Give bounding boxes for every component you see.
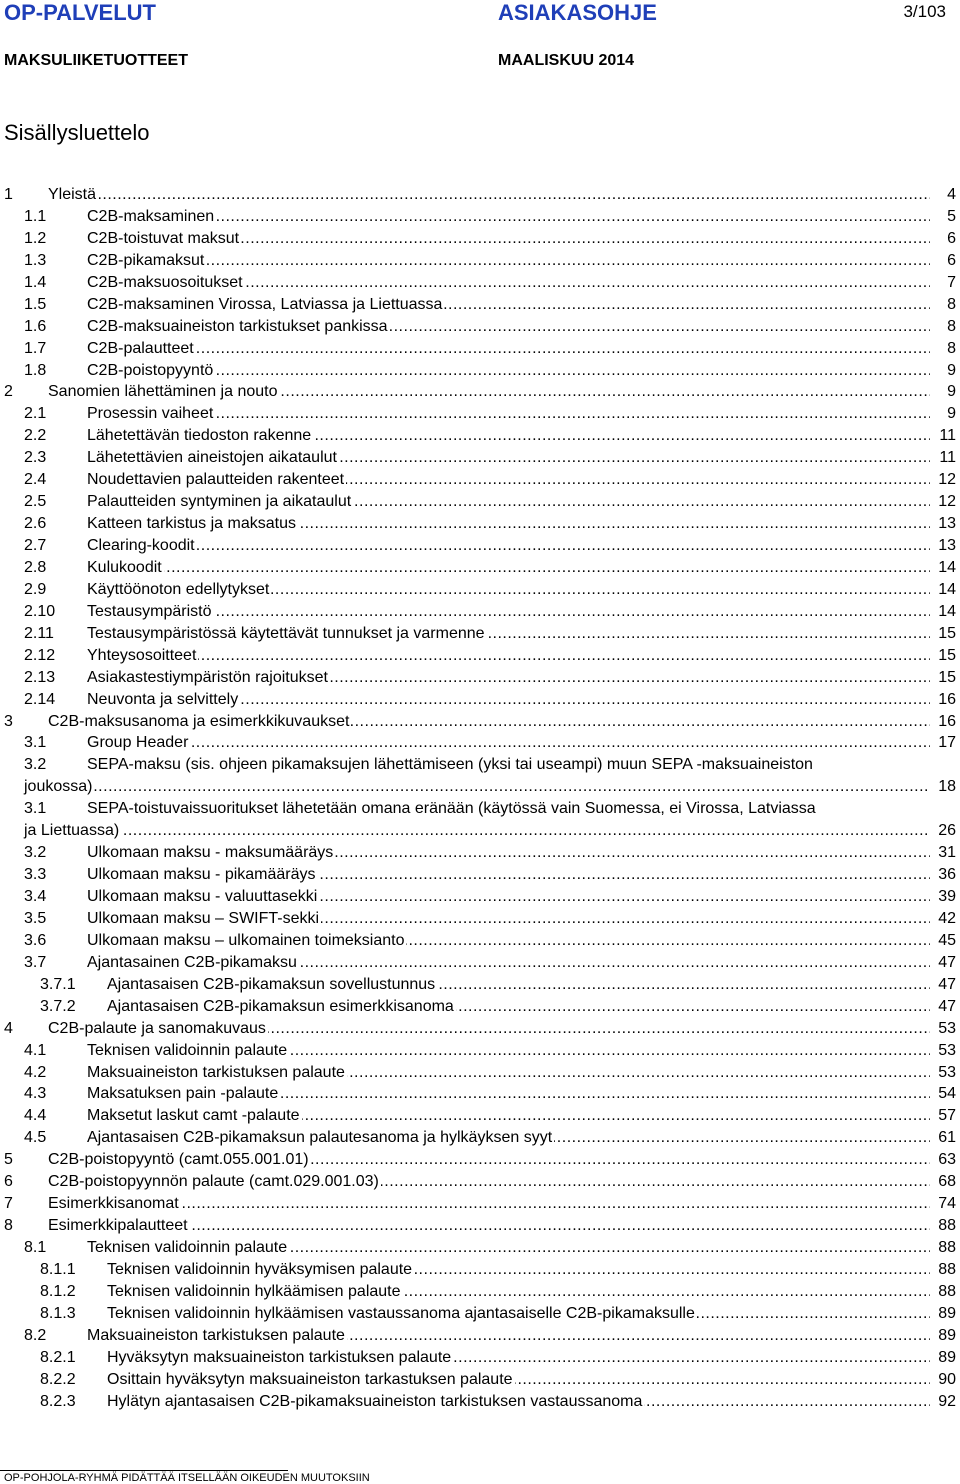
toc-entry-page: 54 bbox=[936, 1083, 956, 1105]
toc-entry-page: 17 bbox=[936, 732, 956, 754]
toc-entry-page: 8 bbox=[945, 316, 956, 338]
toc-entry[interactable] bbox=[0, 338, 960, 360]
toc-entry-page: 68 bbox=[936, 1171, 956, 1193]
toc-entry[interactable] bbox=[0, 974, 960, 996]
toc-entry[interactable] bbox=[0, 360, 960, 382]
toc-entry[interactable] bbox=[0, 1127, 960, 1149]
toc-entry-title: Maksetut laskut camt -palaute bbox=[87, 1105, 302, 1127]
toc-entry-title: Ulkomaan maksu - pikamääräys bbox=[87, 864, 318, 886]
toc-entry[interactable] bbox=[0, 996, 960, 1018]
toc-entry-page: 8 bbox=[945, 338, 956, 360]
toc-entry[interactable] bbox=[0, 491, 960, 513]
toc-leader-dots bbox=[87, 338, 930, 360]
toc-entry-title: Katteen tarkistus ja maksatus bbox=[87, 513, 298, 535]
toc-entry-page: 14 bbox=[936, 579, 956, 601]
toc-entry-number: 3.7.1 bbox=[40, 975, 76, 993]
toc-entry-page: 6 bbox=[945, 228, 956, 250]
header-left-subtitle: MAKSULIIKETUOTTEET bbox=[4, 52, 188, 69]
toc-entry[interactable] bbox=[0, 754, 960, 776]
toc-entry-title: Maksatuksen pain -palaute bbox=[87, 1083, 280, 1105]
toc-entry-page: 18 bbox=[936, 776, 956, 798]
toc-entry-title: C2B-pikamaksut bbox=[87, 250, 206, 272]
toc-entry[interactable] bbox=[0, 228, 960, 250]
toc-entry-page: 14 bbox=[936, 601, 956, 623]
toc-entry[interactable] bbox=[0, 1369, 960, 1391]
toc-entry[interactable] bbox=[0, 403, 960, 425]
toc-entry[interactable] bbox=[0, 294, 960, 316]
toc-entry-number: 1.3 bbox=[24, 251, 47, 269]
toc-entry-title: Lähetettävän tiedoston rakenne bbox=[87, 425, 313, 447]
toc-entry-number: 2.13 bbox=[24, 668, 56, 686]
toc-entry-title: Teknisen validoinnin hylkäämisen vastaussanoma ajantasaiselle C2B-pikamaksulle bbox=[107, 1303, 697, 1325]
toc-entry-number: 2.5 bbox=[24, 493, 47, 511]
toc-entry-number: 6 bbox=[4, 1173, 13, 1191]
toc-entry-title: Noudettavien palautteiden rakenteet bbox=[87, 469, 346, 491]
toc-entry-page: 90 bbox=[936, 1369, 956, 1391]
toc-leader-dots bbox=[87, 557, 930, 579]
toc-entry-page: 9 bbox=[945, 360, 956, 382]
toc-entry-title: C2B-poistopyyntö (camt.055.001.01) bbox=[48, 1149, 311, 1171]
toc-entry-title: C2B-maksaminen bbox=[87, 206, 216, 228]
toc-entry-page: 15 bbox=[936, 645, 956, 667]
toc-entry-title: Teknisen validoinnin hyväksymisen palaute bbox=[107, 1259, 414, 1281]
toc-entry-number: 3.2 bbox=[24, 756, 47, 774]
toc-entry[interactable] bbox=[0, 864, 960, 886]
toc-entry[interactable] bbox=[0, 316, 960, 338]
toc-entry-title: Testausympäristössä käytettävät tunnukset ja varmenne bbox=[87, 623, 487, 645]
toc-entry-title: Ajantasaisen C2B-pikamaksun esimerkkisanoma bbox=[107, 996, 456, 1018]
toc-entry-number: 2.14 bbox=[24, 690, 56, 708]
toc-entry-title: Teknisen validoinnin palaute bbox=[87, 1040, 289, 1062]
toc-entry-number: 4.1 bbox=[24, 1041, 47, 1059]
toc-entry-title: C2B-maksuosoitukset bbox=[87, 272, 245, 294]
toc-leader-dots bbox=[87, 732, 930, 754]
toc-entry-page: 16 bbox=[936, 711, 956, 733]
toc-entry-title: C2B-maksuaineiston tarkistukset pankissa bbox=[87, 316, 390, 338]
toc-entry-title: Hylätyn ajantasaisen C2B-pikamaksuaineiston tarkistuksen vastaussanoma bbox=[107, 1391, 644, 1413]
toc-entry-number: 5 bbox=[4, 1151, 13, 1169]
toc-entry-title: Ulkomaan maksu - valuuttasekki bbox=[87, 886, 319, 908]
toc-entry-number: 2.11 bbox=[24, 624, 54, 642]
toc-entry-number: 1.2 bbox=[24, 229, 47, 247]
toc-title: Sisällysluettelo bbox=[4, 120, 150, 145]
toc-entry[interactable] bbox=[0, 557, 960, 579]
toc-entry-number: 4.5 bbox=[24, 1129, 47, 1147]
toc-entry-number: 3.4 bbox=[24, 888, 47, 905]
toc-entry[interactable] bbox=[0, 1303, 960, 1325]
toc-entry-page: 89 bbox=[936, 1325, 956, 1347]
footer-text: OP-POHJOLA-RYHMÄ PIDÄTTÄÄ ITSELLÄÄN OIKEUDEN MUUTOKSIIN bbox=[4, 1472, 370, 1484]
toc-entry[interactable] bbox=[0, 1281, 960, 1303]
toc-entry-page: 9 bbox=[945, 403, 956, 425]
toc-entry[interactable] bbox=[0, 469, 960, 491]
toc-entry-title: Testausympäristö bbox=[87, 601, 214, 623]
toc-entry-title: Osittain hyväksytyn maksuaineiston tarkastuksen palaute bbox=[107, 1369, 515, 1391]
toc-entry-page: 89 bbox=[936, 1347, 956, 1369]
toc-entry-number: 3.1 bbox=[24, 800, 47, 818]
toc-entry-number: 2.12 bbox=[24, 646, 56, 664]
header-center-date: MAALISKUU 2014 bbox=[498, 52, 635, 69]
toc-entry-page: 45 bbox=[936, 930, 956, 952]
toc-entry[interactable] bbox=[0, 1040, 960, 1062]
toc-entry[interactable] bbox=[0, 250, 960, 272]
toc-entry-page: 92 bbox=[936, 1391, 956, 1413]
toc-entry-number: 2.9 bbox=[24, 580, 47, 598]
toc-entry-title: Prosessin vaiheet bbox=[87, 403, 215, 425]
toc-entry[interactable] bbox=[0, 535, 960, 557]
toc-entry[interactable] bbox=[0, 1171, 960, 1193]
toc-entry-page: 26 bbox=[936, 820, 956, 842]
toc-entry-number: 3.7 bbox=[24, 953, 47, 971]
toc-entry-page: 88 bbox=[936, 1281, 956, 1303]
toc-entry-number: 8.2.3 bbox=[40, 1392, 76, 1410]
toc-entry-number: 3.2 bbox=[24, 844, 47, 862]
toc-leader-dots bbox=[24, 776, 930, 798]
toc-entry-title: Lähetettävien aineistojen aikataulut bbox=[87, 447, 339, 469]
toc-entry[interactable] bbox=[0, 1193, 960, 1215]
toc-entry-title: Maksuaineiston tarkistuksen palaute bbox=[87, 1062, 347, 1084]
toc-entry-title: Asiakastestiympäristön rajoitukset bbox=[87, 667, 330, 689]
toc-entry-page: 53 bbox=[936, 1040, 956, 1062]
header-center-title: ASIAKASOHJE bbox=[498, 0, 657, 25]
toc-entry[interactable] bbox=[0, 579, 960, 601]
toc-entry-title: C2B-poistopyyntö bbox=[87, 360, 215, 382]
toc-entry-number: 1.1 bbox=[24, 207, 47, 225]
toc-entry[interactable] bbox=[0, 842, 960, 864]
toc-entry-page: 12 bbox=[936, 491, 956, 513]
toc-entry[interactable] bbox=[0, 1259, 960, 1281]
toc-entry-number: 1.5 bbox=[24, 295, 47, 313]
toc-entry-page: 11 bbox=[937, 447, 956, 469]
toc-entry-number: 3.3 bbox=[24, 866, 47, 884]
toc-entry-page: 15 bbox=[936, 623, 956, 645]
toc-entry[interactable] bbox=[0, 425, 960, 447]
toc-entry[interactable] bbox=[0, 1105, 960, 1127]
toc-entry[interactable] bbox=[0, 732, 960, 754]
toc-entry[interactable] bbox=[0, 1391, 960, 1413]
footer-divider bbox=[0, 1470, 288, 1471]
toc-leader-dots bbox=[87, 645, 930, 667]
toc-entry-number: 4 bbox=[4, 1019, 13, 1037]
toc-entry-title: Kulukoodit bbox=[87, 557, 164, 579]
toc-entry[interactable] bbox=[0, 447, 960, 469]
toc-entry-page: 88 bbox=[936, 1215, 956, 1237]
toc-leader-dots bbox=[48, 184, 930, 206]
toc-entry-title: Ajantasaisen C2B-pikamaksun palautesanoma ja hylkäyksen syyt bbox=[87, 1127, 554, 1149]
toc-entry-page: 7 bbox=[945, 272, 956, 294]
toc-entry[interactable] bbox=[0, 1215, 960, 1237]
toc-entry-page: 15 bbox=[936, 667, 956, 689]
toc-entry-title: Neuvonta ja selvittely bbox=[87, 689, 240, 711]
toc-entry-page: 53 bbox=[936, 1018, 956, 1040]
toc-entry-page: 13 bbox=[936, 513, 956, 535]
toc-entry-page: 31 bbox=[936, 842, 956, 864]
header-left-title: OP-PALVELUT bbox=[4, 0, 156, 25]
toc-entry-title: Käyttöönoton edellytykset bbox=[87, 579, 271, 601]
toc-entry-title: C2B-toistuvat maksut bbox=[87, 228, 241, 250]
toc-entry[interactable] bbox=[0, 908, 960, 930]
toc-entry-page: 47 bbox=[936, 952, 956, 974]
toc-entry-title: Clearing-koodit bbox=[87, 535, 197, 557]
toc-entry-number: 3.1 bbox=[24, 734, 47, 752]
toc-entry-number: 3 bbox=[4, 712, 13, 730]
toc-entry-number: 4.4 bbox=[24, 1107, 47, 1125]
toc-entry-title: Group Header bbox=[87, 732, 190, 754]
toc-entry[interactable] bbox=[0, 272, 960, 294]
toc-entry-page: 13 bbox=[936, 535, 956, 557]
toc-entry-title: Ulkomaan maksu - maksumääräys bbox=[87, 842, 335, 864]
toc-entry-page: 39 bbox=[936, 886, 956, 908]
toc-entry[interactable] bbox=[0, 645, 960, 667]
toc-entry[interactable] bbox=[0, 381, 960, 403]
toc-entry-number: 8 bbox=[4, 1217, 13, 1235]
toc-entry-title: C2B-maksusanoma ja esimerkkikuvaukset bbox=[48, 711, 351, 733]
toc-entry-title-continuation: ja Liettuassa) bbox=[24, 820, 121, 842]
toc-entry-page: 9 bbox=[945, 381, 956, 403]
toc-entry-title: Maksuaineiston tarkistuksen palaute bbox=[87, 1325, 347, 1347]
toc-entry-number: 1.4 bbox=[24, 273, 47, 291]
toc-entry-page: 5 bbox=[945, 206, 956, 228]
toc-entry-page: 47 bbox=[936, 996, 956, 1018]
toc-entry-page: 53 bbox=[936, 1062, 956, 1084]
footer bbox=[0, 1466, 960, 1484]
toc-entry-number: 1.8 bbox=[24, 361, 47, 379]
toc-entry-page: 57 bbox=[936, 1105, 956, 1127]
toc-entry[interactable] bbox=[0, 1237, 960, 1259]
toc-entry[interactable] bbox=[0, 1018, 960, 1040]
toc-entry[interactable] bbox=[0, 1347, 960, 1369]
toc-entry-number: 7 bbox=[4, 1195, 13, 1213]
toc-entry-number: 2.7 bbox=[24, 537, 47, 554]
toc-entry-number: 1 bbox=[4, 186, 13, 203]
toc-entry[interactable] bbox=[0, 711, 960, 733]
toc-entry-page: 14 bbox=[936, 557, 956, 579]
table-of-contents bbox=[0, 184, 960, 1413]
toc-entry-number: 4.2 bbox=[24, 1063, 47, 1081]
toc-entry-page: 42 bbox=[936, 908, 956, 930]
toc-entry-title: Yleistä bbox=[48, 184, 98, 206]
toc-entry-title: Teknisen validoinnin hylkäämisen palaute bbox=[107, 1281, 403, 1303]
toc-entry[interactable] bbox=[0, 601, 960, 623]
toc-entry-title: Teknisen validoinnin palaute bbox=[87, 1237, 289, 1259]
toc-entry[interactable] bbox=[0, 667, 960, 689]
toc-entry-page: 16 bbox=[936, 689, 956, 711]
toc-entry-continuation[interactable] bbox=[0, 776, 960, 798]
toc-entry-number: 2.3 bbox=[24, 449, 47, 467]
toc-entry[interactable] bbox=[0, 1062, 960, 1084]
toc-entry-page: 61 bbox=[936, 1127, 956, 1149]
toc-entry[interactable] bbox=[0, 623, 960, 645]
toc-entry-number: 2.1 bbox=[24, 405, 47, 423]
toc-entry-page: 89 bbox=[936, 1303, 956, 1325]
toc-entry-page: 88 bbox=[936, 1259, 956, 1281]
toc-entry-page: 12 bbox=[936, 469, 956, 491]
toc-entry-number: 2.4 bbox=[24, 471, 47, 489]
toc-entry-page: 8 bbox=[945, 294, 956, 316]
toc-entry-title-continuation: joukossa) bbox=[24, 776, 94, 798]
toc-entry-page: 63 bbox=[936, 1149, 956, 1171]
toc-entry-number: 2.2 bbox=[24, 427, 47, 445]
toc-entry[interactable] bbox=[0, 798, 960, 820]
toc-entry-title: SEPA-maksu (sis. ohjeen pikamaksujen lähettämiseen (yksi tai useampi) muun SEPA -maksuaineiston bbox=[87, 756, 813, 774]
toc-entry-number: 1.7 bbox=[24, 339, 47, 357]
toc-leader-dots bbox=[24, 820, 930, 842]
toc-entry-number: 3.6 bbox=[24, 931, 47, 949]
toc-entry-title: Yhteysosoitteet bbox=[87, 645, 198, 667]
toc-entry[interactable] bbox=[0, 952, 960, 974]
toc-entry-page: 4 bbox=[945, 184, 956, 206]
toc-entry-title: Ajantasainen C2B-pikamaksu bbox=[87, 952, 299, 974]
toc-entry-number: 2.6 bbox=[24, 515, 47, 533]
toc-entry[interactable] bbox=[0, 184, 960, 206]
toc-entry[interactable] bbox=[0, 513, 960, 535]
toc-entry-title: Ajantasaisen C2B-pikamaksun sovellustunnus bbox=[107, 974, 437, 996]
toc-entry-title: Sanomien lähettäminen ja nouto bbox=[48, 381, 280, 403]
toc-entry-page: 11 bbox=[937, 425, 956, 447]
toc-entry-title: Palautteiden syntyminen ja aikataulut bbox=[87, 491, 353, 513]
toc-entry-page: 47 bbox=[936, 974, 956, 996]
toc-entry-number: 2.8 bbox=[24, 558, 47, 576]
toc-entry-title: Ulkomaan maksu – SWIFT-sekki bbox=[87, 908, 321, 930]
toc-entry-number: 2 bbox=[4, 383, 13, 401]
toc-entry[interactable] bbox=[0, 689, 960, 711]
toc-entry[interactable] bbox=[0, 1083, 960, 1105]
toc-entry[interactable] bbox=[0, 1325, 960, 1347]
toc-entry-title: C2B-palaute ja sanomakuvaus bbox=[48, 1018, 268, 1040]
toc-entry-page: 88 bbox=[936, 1237, 956, 1259]
toc-leader-dots bbox=[87, 250, 930, 272]
toc-entry-number: 2.10 bbox=[24, 602, 56, 620]
toc-entry-number: 8.1.1 bbox=[40, 1260, 76, 1278]
toc-entry-title: Esimerkkipalautteet bbox=[48, 1215, 190, 1237]
toc-entry-page: 36 bbox=[936, 864, 956, 886]
toc-entry-number: 3.7.2 bbox=[40, 997, 76, 1015]
toc-entry-title: C2B-palautteet bbox=[87, 338, 196, 360]
header-page-number: 3/103 bbox=[903, 2, 946, 21]
toc-entry-title: Ulkomaan maksu – ulkomainen toimeksianto bbox=[87, 930, 406, 952]
toc-entry[interactable] bbox=[0, 886, 960, 908]
toc-entry-number: 8.2.1 bbox=[40, 1348, 76, 1366]
toc-entry[interactable] bbox=[0, 930, 960, 952]
toc-entry-title: Hyväksytyn maksuaineiston tarkistuksen palaute bbox=[107, 1347, 453, 1369]
toc-entry-number: 8.1.3 bbox=[40, 1304, 76, 1322]
toc-entry-title: C2B-maksaminen Virossa, Latviassa ja Liettuassa bbox=[87, 294, 444, 316]
toc-leader-dots bbox=[87, 535, 930, 557]
toc-entry-number: 1.6 bbox=[24, 317, 47, 335]
toc-entry-number: 3.5 bbox=[24, 909, 47, 927]
toc-entry-number: 8.1.2 bbox=[40, 1282, 76, 1300]
toc-entry-title: Esimerkkisanomat bbox=[48, 1193, 181, 1215]
toc-entry-page: 74 bbox=[936, 1193, 956, 1215]
toc-entry-number: 8.1 bbox=[24, 1239, 47, 1256]
toc-entry-continuation[interactable] bbox=[0, 820, 960, 842]
toc-entry-title: SEPA-toistuvaissuoritukset lähetetään omana eränään (käytössä vain Suomessa, ei Virossa, Latviassa bbox=[87, 800, 816, 818]
toc-entry-title: C2B-poistopyynnön palaute (camt.029.001.03) bbox=[48, 1171, 381, 1193]
toc-entry-page: 6 bbox=[945, 250, 956, 272]
toc-entry-number: 8.2 bbox=[24, 1326, 47, 1344]
toc-entry-number: 8.2.2 bbox=[40, 1370, 76, 1388]
toc-entry-number: 4.3 bbox=[24, 1085, 47, 1103]
toc-entry[interactable] bbox=[0, 1149, 960, 1171]
toc-entry[interactable] bbox=[0, 206, 960, 228]
